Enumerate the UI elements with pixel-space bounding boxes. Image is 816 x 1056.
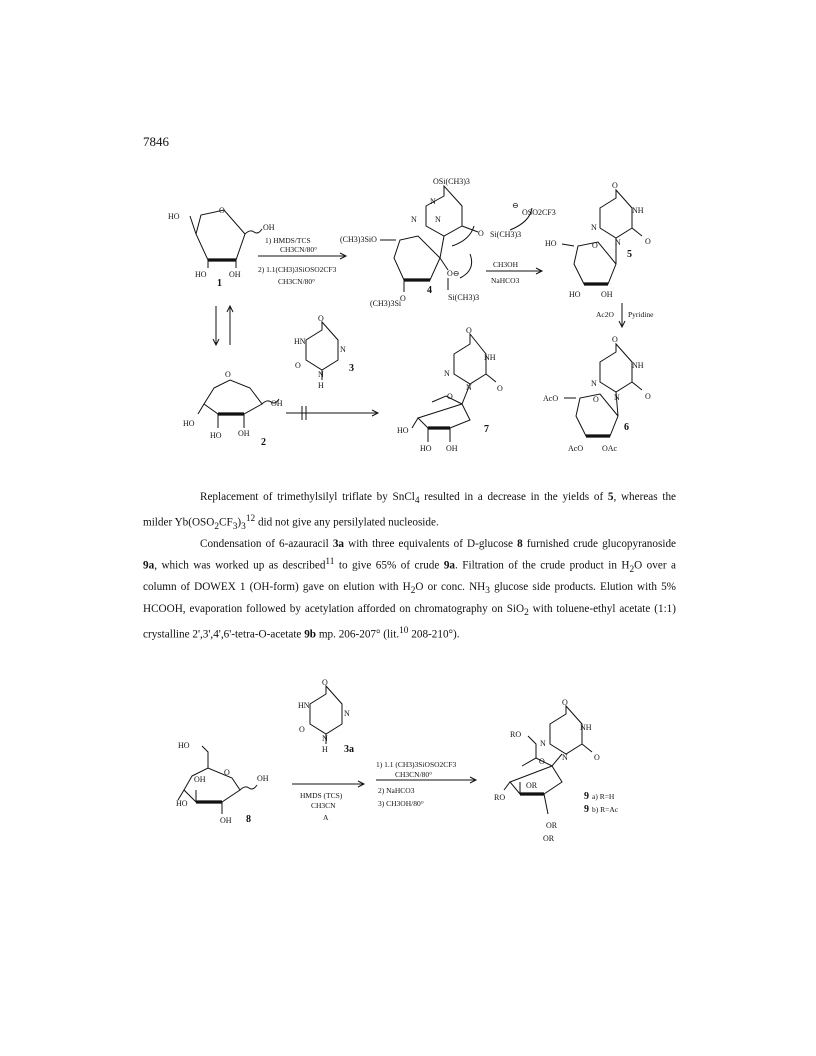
atom-n: N: [318, 370, 324, 379]
atom-minus: ⊖: [512, 201, 519, 210]
atom-or: OR: [543, 834, 555, 843]
compound-label-5: 5: [627, 249, 632, 260]
atom-n: N: [615, 238, 621, 247]
condition-reagent-a3: A: [323, 813, 329, 822]
compound-label-3: 3: [349, 363, 354, 374]
compound-2-structure: [183, 370, 283, 448]
arrow-step-a: [292, 781, 364, 822]
atom-o: O: [466, 326, 472, 335]
atom-o: O: [224, 768, 230, 777]
compound-label-6: 6: [624, 422, 629, 433]
condition-step3a: Ac2O: [596, 310, 614, 319]
atom-o: O: [318, 314, 324, 323]
compound-label-2: 2: [261, 437, 266, 448]
atom-sime3: Si(CH3)3: [448, 293, 480, 302]
atom-n: N: [591, 379, 597, 388]
paragraph-1: Replacement of trimethylsilyl triflate by SnCl$_4$ resulted in a decrease in the yields of 5, whereas the milder $Yb(OSO_2CF_3)_3^{12}$ did not give any persilylated nucleoside.: [143, 491, 677, 532]
atom-o: O: [562, 698, 568, 707]
body-text: [143, 489, 676, 644]
atom-oac: OAc: [602, 444, 618, 453]
atom-nh: NH: [580, 723, 592, 732]
compound-label-9: 9: [584, 791, 589, 802]
atom-h: H: [318, 381, 324, 390]
atom-oh: OH: [238, 429, 250, 438]
atom-otf: OSO2CF3: [522, 208, 556, 217]
atom-me3sio: (CH3)3SiO: [340, 235, 377, 244]
compound-7-structure: [397, 326, 503, 453]
atom-n: N: [444, 369, 450, 378]
atom-o: O: [592, 241, 598, 250]
compound-label-7: 7: [484, 424, 489, 435]
atom-hn: HN: [298, 701, 310, 710]
atom-o: O: [593, 395, 599, 404]
atom-o: O: [400, 294, 406, 303]
atom-n: N: [591, 223, 597, 232]
compound-label-9: 9: [584, 804, 589, 815]
equilibrium-arrows: [213, 306, 233, 345]
page-number: 7846: [143, 134, 169, 149]
compound-label-4: 4: [427, 285, 432, 296]
atom-ho: HO: [195, 270, 207, 279]
atom-oh: OH: [446, 444, 458, 453]
compound-9-structure: [494, 698, 619, 843]
atom-h: H: [322, 745, 328, 754]
arrow-step-2: [486, 260, 542, 285]
atom-oh: OH: [194, 775, 206, 784]
condition-step1c: 2) 1.1(CH3)3SiOSO2CF3: [258, 265, 337, 274]
atom-o: O: [612, 181, 618, 190]
atom-n: N: [435, 215, 441, 224]
atom-ho: HO: [168, 212, 180, 221]
condition-step2a: CH3OH: [493, 260, 519, 269]
condition-step3: 3) CH3OH/80°: [378, 799, 424, 808]
compound-6-structure: [543, 335, 651, 453]
atom-oh: OH: [601, 290, 613, 299]
atom-o: O: [594, 753, 600, 762]
atom-oh: OH: [271, 399, 283, 408]
atom-or: OR: [526, 781, 538, 790]
atom-nh: NH: [484, 353, 496, 362]
condition-step2b: NaHCO3: [491, 276, 520, 285]
condition-step1b: CH3CN/80°: [280, 245, 318, 254]
atom-ho: HO: [183, 419, 195, 428]
atom-sime3: Si(CH3)3: [490, 230, 522, 239]
atom-o: O: [447, 392, 453, 401]
condition-reagent-a2: CH3CN: [311, 801, 336, 810]
condition-step1a: 1) HMDS/TCS: [265, 236, 311, 245]
compound-label-3a: 3a: [344, 744, 354, 755]
compound-4-structure: [340, 177, 556, 308]
atom-ho: HO: [210, 431, 222, 440]
atom-me3si: (CH3)3Si: [370, 299, 402, 308]
condition-step1a: 1) 1.1 (CH3)3SiOSO2CF3: [376, 760, 457, 769]
condition-step1b: CH3CN/80°: [395, 770, 433, 779]
atom-ro: RO: [510, 730, 522, 739]
atom-n: N: [540, 739, 546, 748]
atom-o: O: [299, 725, 305, 734]
atom-n: N: [614, 393, 620, 402]
condition-step2: 2) NaHCO3: [378, 786, 415, 795]
atom-oh: OH: [257, 774, 269, 783]
atom-oh: OH: [263, 223, 275, 232]
atom-oh: OH: [220, 816, 232, 825]
atom-o: O: [478, 229, 484, 238]
arrow-step-b: [376, 760, 476, 808]
compound-9a-description: a) R=H: [592, 792, 615, 801]
compound-8-structure: [176, 741, 269, 825]
arrow-blocked: [286, 406, 378, 420]
atom-n: N: [344, 709, 350, 718]
atom-osime3: OSi(CH3)3: [433, 177, 470, 186]
atom-o: O: [322, 678, 328, 687]
atom-o: O: [612, 335, 618, 344]
atom-n: N: [340, 345, 346, 354]
compound-5-structure: [545, 181, 651, 299]
atom-n: N: [562, 753, 568, 762]
condition-step1d: CH3CN/80°: [278, 277, 316, 286]
atom-n: N: [411, 215, 417, 224]
paragraph-2: Condensation of 6-azauracil 3a with three equivalents of D-glucose 8 furnished crude glucopyranoside 9a, which was worked up as described$^{11}$ to give 65% of crude 9a. Filtration of the crude product in $H_2O$ over a column of DOWEX 1 (OH-form) gave on elution with $H_2O$ or conc. $NH_3$ glucose side products. Elution with 5% HCOOH, evaporation followed by acetylation afforded on chromatography on SiO$_2$ with toluene-ethyl acetate (1:1) crystalline 2',3',4',6'-tetra-O-acetate 9b mp. 206-207° (lit.$^{10}$ 208-210°).: [143, 538, 677, 641]
atom-ominus: O⊖: [447, 269, 460, 278]
arrow-step-1: [258, 236, 346, 286]
atom-o: O: [497, 384, 503, 393]
atom-ho: HO: [176, 799, 188, 808]
atom-ho: HO: [569, 290, 581, 299]
atom-ho: HO: [397, 426, 409, 435]
atom-nh: NH: [632, 361, 644, 370]
atom-o: O: [539, 757, 545, 766]
compound-3-structure: [294, 314, 354, 390]
arrow-step-3: [596, 303, 654, 327]
atom-o: O: [645, 237, 651, 246]
atom-o: O: [219, 206, 225, 215]
reaction-scheme-2: [176, 678, 619, 843]
condition-step3b: Pyridine: [628, 310, 654, 319]
atom-nh: NH: [632, 206, 644, 215]
atom-aco: AcO: [568, 444, 584, 453]
atom-ho: HO: [420, 444, 432, 453]
atom-n: N: [322, 734, 328, 743]
atom-o: O: [225, 370, 231, 379]
atom-oh: OH: [229, 270, 241, 279]
atom-ro: RO: [494, 793, 506, 802]
compound-3a-structure: [298, 678, 354, 755]
compound-1-structure: [168, 206, 275, 289]
compound-label-1: 1: [217, 278, 222, 289]
atom-ho: HO: [545, 239, 557, 248]
atom-ho: HO: [178, 741, 190, 750]
atom-o: O: [295, 361, 301, 370]
atom-hn: HN: [294, 337, 306, 346]
compound-label-8: 8: [246, 814, 251, 825]
atom-or: OR: [546, 821, 558, 830]
compound-9b-description: b) R=Ac: [592, 805, 619, 814]
condition-reagent-a1: HMDS (TCS): [300, 791, 343, 800]
atom-aco: AcO: [543, 394, 559, 403]
atom-o: O: [645, 392, 651, 401]
atom-n: N: [430, 197, 436, 206]
atom-n: N: [466, 383, 472, 392]
